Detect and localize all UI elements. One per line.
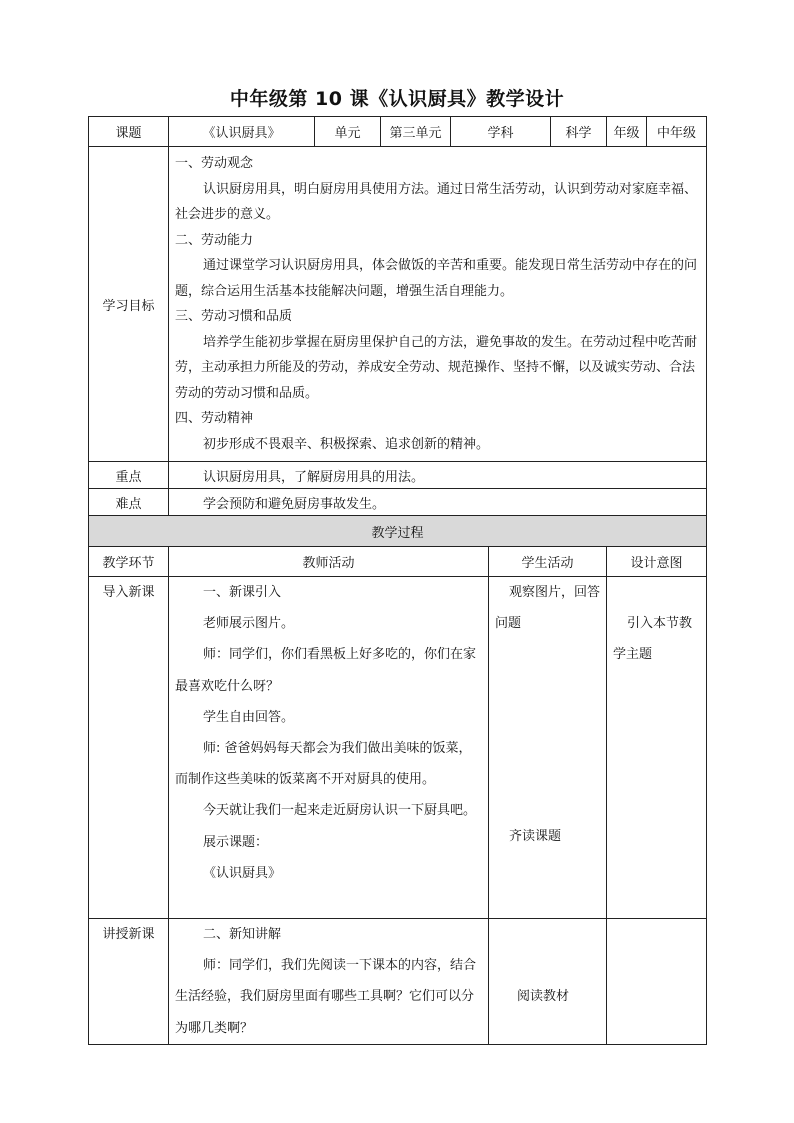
objective-heading: 三、劳动习惯和品质 xyxy=(175,309,293,324)
process-title: 教学过程 xyxy=(89,516,707,547)
header-student: 学生活动 xyxy=(489,547,607,577)
teacher-activity xyxy=(169,577,489,919)
stage-label: 讲授新课 xyxy=(89,919,169,1045)
process-title-row xyxy=(89,516,707,547)
teacher-line: 展示课题： xyxy=(203,834,269,850)
subject-value: 科学 xyxy=(551,117,607,147)
info-row xyxy=(89,117,707,147)
teacher-line: 师：同学们，我们先阅读一下课本的内容，结合生活经验，我们厨房里面有哪些工具啊？它们可以分为哪几类啊？ xyxy=(175,958,477,1036)
topic-value: 《认识厨具》 xyxy=(169,117,315,147)
objective-heading: 四、劳动精神 xyxy=(175,411,254,426)
student-line: 齐读课题 xyxy=(509,829,562,845)
difficulty-row xyxy=(89,489,707,516)
lesson-plan-table xyxy=(88,116,707,1045)
teacher-line: 二、新知讲解 xyxy=(203,927,282,942)
process-row-lecture xyxy=(89,919,707,1045)
grade-label: 年级 xyxy=(607,117,647,147)
subject-label: 学科 xyxy=(451,117,551,147)
process-header-row xyxy=(89,547,707,577)
process-row-intro xyxy=(89,577,707,919)
objective-text: 培养学生能初步掌握在厨房里保护自己的方法，避免事故的发生。在劳动过程中吃苦耐劳，主动承担力所能及的劳动，养成安全劳动、规范操作、坚持不懈，以及诚实劳动、合法劳动的劳动习惯和品质。 xyxy=(175,334,698,401)
difficulty-value: 学会预防和避免厨房事故发生。 xyxy=(169,489,707,516)
student-line: 阅读教材 xyxy=(517,989,570,1004)
objectives-content xyxy=(169,147,707,462)
objective-text: 认识厨房用具，明白厨房用具使用方法。通过日常生活劳动，认识到劳动对家庭幸福、社会进步的意义。 xyxy=(175,181,698,222)
teacher-line: 学生自由回答。 xyxy=(203,709,295,725)
objective-heading: 一、劳动观念 xyxy=(175,156,254,171)
student-activity xyxy=(489,577,607,919)
key-point-row xyxy=(89,462,707,489)
teacher-line: 今天就让我们一起来走近厨房认识一下厨具吧。 xyxy=(203,803,477,819)
key-point-value: 认识厨房用具，了解厨房用具的用法。 xyxy=(169,462,707,489)
unit-label: 单元 xyxy=(315,117,381,147)
teacher-line: 一、新课引入 xyxy=(203,585,282,600)
unit-value: 第三单元 xyxy=(381,117,451,147)
teacher-line: 师：同学们，你们看黑板上好多吃的，你们在家最喜欢吃什么呀？ xyxy=(175,647,477,694)
topic-label: 课题 xyxy=(89,117,169,147)
teacher-line: 老师展示图片。 xyxy=(203,616,295,632)
document-title: 中年级第 10 课《认识厨具》教学设计 xyxy=(229,88,565,110)
stage-label: 导入新课 xyxy=(89,577,169,919)
objective-heading: 二、劳动能力 xyxy=(175,232,254,248)
difficulty-label: 难点 xyxy=(89,489,169,516)
student-activity xyxy=(489,919,607,1045)
grade-value: 中年级 xyxy=(647,117,707,147)
design-intent xyxy=(607,919,707,1045)
objective-text: 通过课堂学习认识厨房用具，体会做饭的辛苦和重要。能发现日常生活劳动中存在的问题，综合运用生活基本技能解决问题，增强生活自理能力。 xyxy=(175,258,698,299)
key-point-label: 重点 xyxy=(89,462,169,489)
header-teacher: 教师活动 xyxy=(169,547,489,577)
objectives-label: 学习目标 xyxy=(89,147,169,462)
teacher-activity xyxy=(169,919,489,1045)
student-line: 观察图片，回答问题 xyxy=(495,585,601,632)
header-stage: 教学环节 xyxy=(89,547,169,577)
intent-line: 引入本节教学主题 xyxy=(613,616,693,663)
objective-text: 初步形成不畏艰辛、积极探索、追求创新的精神。 xyxy=(203,436,490,452)
header-intent: 设计意图 xyxy=(607,547,707,577)
teacher-line: 师: 爸爸妈妈每天都会为我们做出美味的饭菜，而制作这些美味的饭菜离不开对厨具的使用。 xyxy=(175,741,472,788)
objectives-row xyxy=(89,147,707,462)
teacher-line: 《认识厨具》 xyxy=(203,865,282,881)
design-intent xyxy=(607,577,707,919)
